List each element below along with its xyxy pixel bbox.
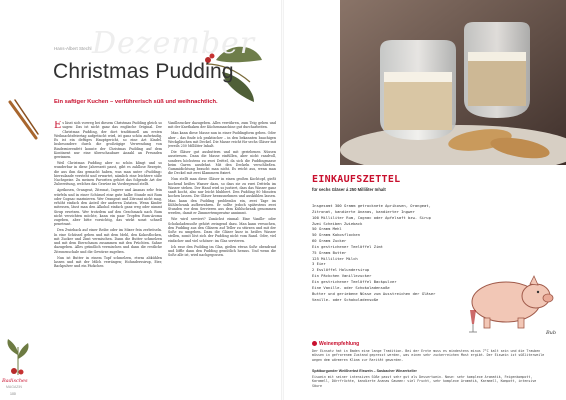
month-watermark: Dezember — [92, 26, 256, 61]
wine-recommendation-text: Der Einsatz hat in Baden eine lange Tradition. Bei der Ernte muss es mindestens minus 7°C kalt sein und die Trauben müssen in gefrorenem Zustand gepresst werden, was einen sehr zuckerreichen Most ergibt. Der Eiswein ist süßliterweile wegen dem wärmeren Klima zur Rarität geworden. — [312, 349, 545, 362]
magazine-logo-sub: MAGAZIN — [6, 385, 22, 389]
cinnamon-stick-illustration — [6, 98, 42, 148]
article-subtitle: Ein saftiger Kuchen – verführerisch süß und weihnachtlich. — [54, 99, 218, 105]
wine-description: Eiswein mit seiner intensiven Süße passt sehr gut als Dessertwein. Nase: sehr komplexe Aromatik, Feigenkompott, Karamell, Dörrfrüchte, kandierte Ananas Gaumen: viel Frucht, sehr komplexe Aromatik, Karamell, Kompott, intensive Säure — [312, 375, 537, 388]
paragraph: Die Gläser gut ausbuttern und mit geriebenen Nüssen ausstreuen. Dann die Masse einfüllen, aber nicht randvoll, sondern höchstens zu zwei Drittel, da sich die Puddingmasse beim Garen ausdehnt. Mit den Deckeln verschließen. Gummidichtung braucht man nicht. Es reicht aus, wenn man die Deckel mit zwei Klammern fixiert. — [168, 150, 276, 176]
ingredient-item: Eine Vanille- oder Schokoladensoße — [312, 284, 390, 290]
pig-with-wine-illustration — [466, 266, 562, 338]
paragraph: Nun ist Butter in einem Topf schmelzen, etwas abkühlen lassen und mit der Milch verrängen; Holunderssirup, Eier, Backpulver und ein Päckchen — [54, 255, 162, 269]
ingredient-item: 75 Gramm Butter — [312, 249, 347, 255]
page-spine — [281, 0, 284, 400]
article-title: Christmas Pudding — [53, 60, 234, 83]
page-number: 100 — [10, 392, 16, 396]
paragraph: Weil Christmas Pudding aber so schön klingt und so wunderbar in diese Jahreszeit passt, gibt es zahllose Rezepte, die aus ihm das gemacht haben, was man unter »Pudding« hierzulande versteht und erwartet, nämlich eine leichtere süße Nachspeise. Zu meinen Favoriten gehört das folgende Art der Zubereitung, welches das Gewürz im Vordergrund stellt. — [54, 161, 162, 187]
berry-branch-illustration — [0, 335, 36, 380]
ingredient-item: 3 Eier — [312, 261, 326, 267]
shopping-list-heading: EINKAUFSZETTEL — [312, 174, 401, 185]
paragraph: Wie wird serviert? Zunächst einmal: Eine Vanille- oder Schokoladensoße gehört zwingend dazu. Man kann versuchen, den Pudding aus den Gläsern auf Teller zu stürzen und mit der Soße zu umgeben. Dazu die Gläser kurz in heißes Wasser stellen, somit löst sich der Pudding nicht vom Rand. Oder, viel einfacher und viel schöner: im Glas servieren. — [168, 217, 276, 243]
wine-recommendation-title: Weinempfehlung — [312, 341, 359, 347]
ingredient-item: Ein gestrichener Teelöffel Zimt — [312, 243, 383, 249]
illustrator-signature: Bub — [546, 330, 557, 336]
shopping-list-subheading: für sechs Gläser á 250 Milliliter Inhalt — [312, 187, 386, 192]
ingredient-item: Zwei Scheiben Zwieback — [312, 220, 363, 226]
ingredient-item: 50 Gramm Kokosflocken — [312, 232, 361, 238]
ingredient-item: Butter und geriebene Nüsse zum Ausstreichen der Gläser — [312, 290, 436, 296]
ingredient-item: 2 Esslöffel Holundersirup — [312, 267, 370, 273]
ingredient-item: Insgesamt 300 Gramm getrocknete Aprikosen, Orangeat, — [312, 203, 431, 208]
ingredient-item: 100 Milliliter Rum, Cognac oder Apfelsaft bzw. Sirup — [312, 214, 431, 220]
magazine-logo: Badisches — [2, 378, 28, 384]
ingredient-item: Vanille- oder Schokoladensoße — [312, 296, 379, 302]
paragraph: Vanillezucker dazugeben. Alles verrühren, zum Teig geben und mit der Knethaken der Küchenmaschine gut durcharbeiten. — [168, 121, 276, 130]
pudding-jars-image — [340, 0, 566, 165]
ingredient-list — [312, 203, 462, 302]
paragraph: Man kann diese Masse nun in einer Puddingform geben. Oder aber – das finde ich praktischer – in den bekannten bauchigen Weckgläschen mit Deckel. Die Masse reicht für sechs Gläser mit jeweils 250 Milliliter Inhalt. — [168, 131, 276, 149]
paragraph: Den Zwieback auf einer Reibe oder im Mixer fein zerbröseln. In eine Schüssel geben und mit dem Mehl, den Kokosflocken, mit Zucker und Zimt vermischen. Dann die Butter schmelzen und mit dem Eierschaum zusammen mit den Früchten. Sahne dazugeben. Alles gründlich vermischen und dann die restliche Zitronenschale und die Gewürze zugeben. — [54, 228, 162, 254]
ingredient-item: Zitronat, kandierte Ananas, kandierter Ingwer — [312, 208, 415, 214]
ingredient-item: 125 Milliliter Milch — [312, 255, 358, 261]
paragraph: Es lässt sich vorweg bei diesem Christmas Pudding gleich so sagen: Das ist nicht ganz das englische Original. Der Christmas Pudding, der dort traditionell am ersten Weihnachtsfeiertag aufgetischt wird, ist ganz schön aufwändig. Es ist ein deftiges Hauptgericht, so eine Art Kindel. Insbesondere durch die großzügige Verwendung von Rindernierenfett konnte der Christmas Pudding auf dem Kontinent nur eine überschaubare Anzahl an Freunden gewinnen. — [54, 121, 162, 159]
wine-name: Spätburgunder Weißherbst Eiswein – Sasbacher Winzerkeller — [312, 369, 417, 373]
paragraph: Ich esse den Pudding im Glas, gießen etwas Soße obendrauf und löffle dann den Pudding gemütlich heraus. Und wenn die Soße alle ist, wird nachgegossen. — [168, 244, 276, 258]
text-column-2 — [168, 121, 276, 386]
ingredient-item: 60 Gramm Zucker — [312, 238, 347, 244]
ingredient-item: Ein gestrichener Teelöffel Backpulver — [312, 278, 397, 284]
wine-icon — [312, 341, 317, 346]
ingredient-item: Ein Päckchen Vanillezucker — [312, 273, 372, 279]
paragraph: Nun stellt man diese Gläser in einen großen Kochtopf, gießt kochend heißes Wasser dazu, so dass sie zu zwei Dritteln im Wasser stehen. Der Hand wird so justiert, dass das Wasser ganz sanft kocht, also nur leicht blubbert. Den Pudding 80 Minuten kochen lassen. Die Gläser herausnehmen und auskühlen lassen. Man kann den Pudding problemlos ein, zwei Tage im Kühlschrank aufbewahren. Er sollte jedoch spätestens zwei Stunden vor dem Servieren aus dem Kühlschrank genommen werden, damit er Zimmertemperatur annimmt. — [168, 177, 276, 216]
text-column-1 — [54, 121, 162, 386]
pudding-photo — [340, 0, 566, 165]
drop-cap: E — [54, 121, 62, 131]
ingredient-item: 50 Gramm Mehl — [312, 226, 342, 232]
author-byline: Hans-Albert Stechl — [54, 46, 92, 51]
paragraph: Aprikosen, Orangeat, Zitronat, Ingwer und Ananas sehr fein würfeln und in einer Schüssel eine gute halbe Stunde mit Rum oder Cognac marinieren. Wer Orangeat und Zitronat nicht mag, erhöht einfach den Anteil der anderen Zutaten. Wenn Kinder mitessen, lässt man den Alkohol einfach ganz weg oder nimmt Sirup ersetzen. Wer trotzdem auf den Geschmack nach Rum nicht verzichten möchte, kann ein paar Tropfen Rum-Aroma zugeben, aber bitte vorsichtig, das wirkt sonst schnell penetrant. — [54, 188, 162, 227]
